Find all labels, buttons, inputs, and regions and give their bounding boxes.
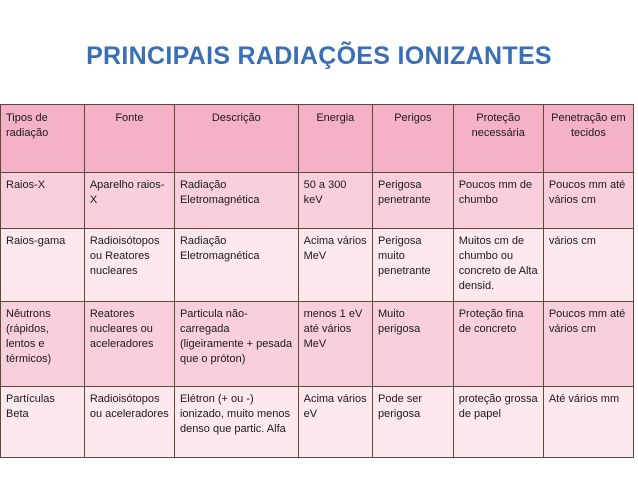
table-cell: Perigosa penetrante [373, 173, 454, 229]
table-cell: vários cm [543, 229, 633, 302]
table-row [1, 173, 634, 229]
table-cell: Poucos mm até vários cm [543, 173, 633, 229]
table-cell: Muito perigosa [373, 302, 454, 387]
table-cell: proteção grossa de papel [453, 387, 543, 458]
table-cell: Muitos cm de chumbo ou concreto de Alta densid. [453, 229, 543, 302]
table-cell: menos 1 eV até vários MeV [298, 302, 372, 387]
table-cell: Raios-gama [1, 229, 85, 302]
table-cell: Radioisótopos ou Reatores nucleares [84, 229, 174, 302]
table-cell: Acima vários MeV [298, 229, 372, 302]
radiation-table [0, 104, 634, 458]
table-row [1, 387, 634, 458]
column-header-perigos: Perigos [373, 105, 454, 173]
table-cell: Partículas Beta [1, 387, 85, 458]
table-header-row [1, 105, 634, 173]
table-cell: Reatores nucleares ou aceleradores [84, 302, 174, 387]
table-cell: Elétron (+ ou -) ionizado, muito menos denso que partic. Alfa [174, 387, 298, 458]
table-cell: Acima vários eV [298, 387, 372, 458]
table-cell: Radioisótopos ou aceleradores [84, 387, 174, 458]
table-cell: Poucos mm de chumbo [453, 173, 543, 229]
column-header-protecao: Proteção necessária [453, 105, 543, 173]
table-cell: Poucos mm até vários cm [543, 302, 633, 387]
table-cell: Pode ser perigosa [373, 387, 454, 458]
table-row [1, 302, 634, 387]
column-header-penetracao: Penetração em tecidos [543, 105, 633, 173]
table-cell: Nêutrons (rápidos, lentos e térmicos) [1, 302, 85, 387]
page-title: PRINCIPAIS RADIAÇÕES IONIZANTES [86, 42, 552, 70]
table-row [1, 229, 634, 302]
column-header-descricao: Descrição [174, 105, 298, 173]
table-cell: Raios-X [1, 173, 85, 229]
column-header-energia: Energia [298, 105, 372, 173]
column-header-fonte: Fonte [84, 105, 174, 173]
table-cell: Proteção fina de concreto [453, 302, 543, 387]
column-header-tipos: Tipos de radiação [1, 105, 85, 173]
table-cell: Até vários mm [543, 387, 633, 458]
table-cell: Particula não-carregada (ligeiramente + pesada que o próton) [174, 302, 298, 387]
table-cell: Aparelho raios-X [84, 173, 174, 229]
table-cell: 50 a 300 keV [298, 173, 372, 229]
table-cell: Radiação Eletromagnética [174, 173, 298, 229]
table-cell: Perigosa muito penetrante [373, 229, 454, 302]
table-cell: Radiação Eletromagnética [174, 229, 298, 302]
